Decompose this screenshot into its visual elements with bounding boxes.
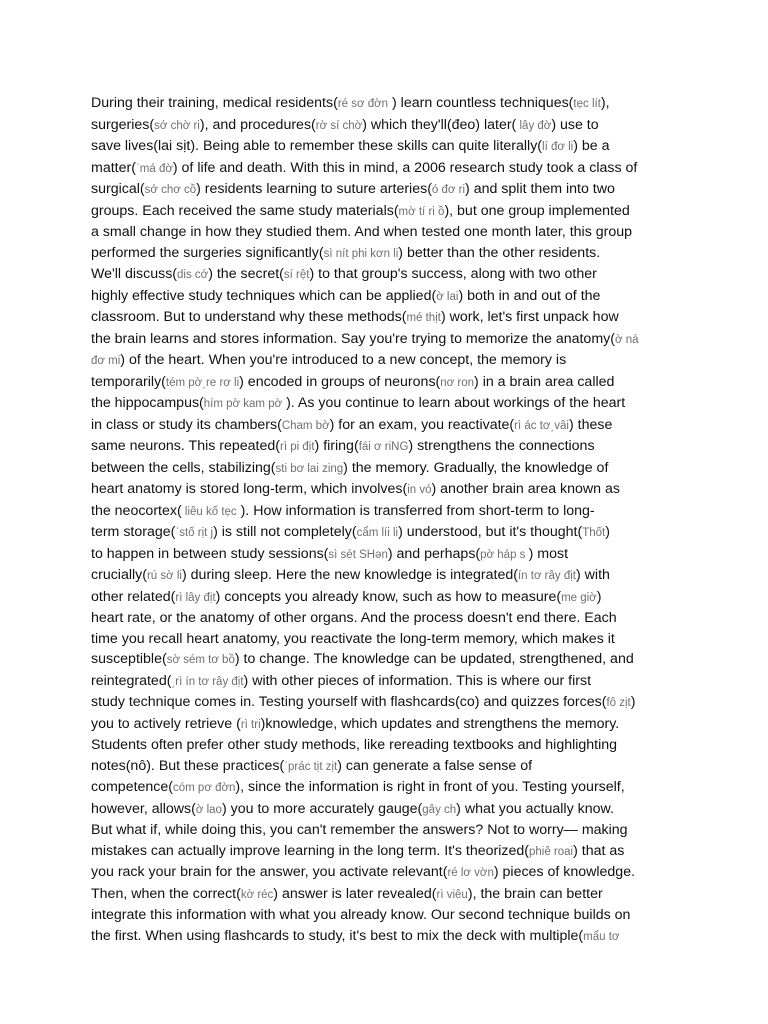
text-segment: between the cells, stabilizing( (91, 459, 276, 476)
pronunciation-note: cóm pơ đờn (173, 782, 236, 794)
text-segment: ), (600, 95, 610, 111)
pronunciation-note: ͵rì ín tơ rây địt (171, 675, 244, 688)
text-segment: in class or study its chambers( (91, 416, 282, 433)
pronunciation-note: rì viêu (436, 888, 468, 901)
text-segment: ), since the information is right in front of you. Testing yourself, (235, 779, 625, 795)
text-segment: ) answer is later revealed( (273, 885, 437, 902)
pronunciation-note: gây ch (422, 803, 457, 816)
text-segment: ) during sleep. Here the new knowledge is integrated( (182, 567, 518, 583)
text-segment: ) the secret( (208, 266, 284, 282)
text-line (91, 179, 681, 201)
pronunciation-note: ờ lai (436, 290, 459, 303)
pronunciation-note: sì sét SHən (328, 548, 388, 561)
text-segment: ) these (568, 416, 613, 433)
text-segment: ) which they'll(đeo) later( (362, 116, 517, 133)
text-segment: ) that as (573, 842, 625, 859)
text-segment: ) concepts you already know, such as how to measure( (215, 588, 562, 605)
text-line (91, 201, 681, 223)
text-line (91, 926, 681, 948)
text-segment: the first. When using flashcards to study, it's best to mix the deck with multiple( (91, 927, 584, 944)
text-segment: ) (605, 524, 610, 540)
text-segment: susceptible( (91, 651, 167, 667)
text-line (91, 479, 681, 501)
text-segment: performed the surgeries significantly( (91, 244, 324, 261)
text-segment: ) in a brain area called (474, 373, 615, 390)
text-line (91, 458, 681, 480)
pronunciation-note: in vó (407, 484, 432, 496)
pronunciation-note: rờ sí chờ (315, 119, 363, 132)
text-segment: ) is still not completely( (213, 524, 357, 540)
text-segment: ) most (528, 545, 569, 562)
text-segment: ). As you continue to learn about workings of the heart (282, 395, 626, 411)
text-segment: reintegrated( (91, 672, 172, 689)
text-segment: to happen in between study sessions( (91, 545, 329, 562)
text-segment: term storage( (91, 524, 176, 540)
text-segment: highly effective study techniques which can be applied( (91, 287, 437, 304)
text-segment: )knowledge, which updates and strengthens the memory. (260, 715, 620, 732)
pronunciation-note: ré lơ vờn (447, 867, 494, 879)
text-segment: ) you to more accurately gauge( (221, 800, 423, 817)
text-segment: competence( (91, 779, 174, 795)
text-segment: ) residents learning to suture arteries( (196, 181, 432, 197)
pronunciation-note: sti bơ lai zing (275, 462, 344, 475)
pronunciation-note: mé thịt (406, 312, 441, 324)
text-segment: During their training, medical residents( (91, 95, 338, 111)
text-segment: ) encoded in groups of neurons( (239, 373, 441, 390)
text-line (91, 307, 681, 329)
pronunciation-note: ˈmá đờ (135, 162, 173, 175)
text-segment: heart rate, or the anatomy of other organs. And the process doesn't end there. Each (91, 610, 617, 626)
text-line (91, 799, 681, 821)
text-segment: ), the brain can better (467, 885, 603, 902)
text-line (91, 714, 681, 736)
pronunciation-note: sí rệt (283, 269, 310, 281)
pronunciation-note: ó đơ ri (431, 184, 466, 196)
text-segment: integrate this information with what you already know. Our second technique builds on (91, 907, 631, 923)
text-line (91, 777, 681, 799)
text-line (91, 415, 681, 437)
pronunciation-note: rú sờ li (146, 570, 182, 582)
text-segment: the brain learns and stores information. Say you're trying to memorize the anatomy( (91, 330, 615, 347)
text-line (91, 158, 681, 180)
text-segment: Then, when the correct( (91, 885, 241, 902)
text-line (91, 608, 681, 629)
text-segment: other related( (91, 588, 176, 605)
text-segment: ), but one group implemented (444, 202, 630, 219)
pronunciation-note: lí đơ li (542, 141, 574, 153)
pronunciation-note: cẩm líi li (356, 527, 399, 539)
text-segment: ) (630, 694, 636, 710)
pronunciation-note: hím pờ kam pờ (203, 398, 283, 410)
text-segment: surgeries( (91, 116, 155, 133)
text-segment: the hippocampus( (91, 395, 204, 411)
pronunciation-note: sớ chơ cồ (144, 184, 197, 196)
pronunciation-note: ín tơ rây địt (517, 570, 577, 582)
pronunciation-note: Cham bờ (281, 419, 330, 432)
text-line (91, 115, 681, 137)
text-segment: matter( (91, 159, 136, 176)
pronunciation-note: fái ơ riNG (358, 441, 409, 453)
text-line (91, 735, 681, 756)
text-segment: crucially( (91, 567, 147, 583)
text-segment: ) firing( (314, 438, 359, 454)
text-line (91, 862, 681, 884)
text-line (91, 820, 681, 841)
text-segment: groups. Each received the same study materials( (91, 202, 399, 219)
pronunciation-note: rì lây địt (175, 591, 216, 604)
text-segment: ) to that group's success, along with two other (309, 266, 597, 282)
text-line (91, 329, 681, 351)
text-segment: ) understood, but it's thought( (398, 524, 583, 540)
pronunciation-note: tẹc lít (573, 98, 601, 110)
text-line (91, 587, 681, 609)
text-line (91, 671, 681, 693)
text-line (91, 692, 681, 714)
text-line (91, 372, 681, 394)
pronunciation-note: mờ tí ri ồ (398, 205, 445, 218)
text-segment: a small change in how they studied them. And when tested one month later, this group (91, 224, 633, 240)
text-line (91, 436, 681, 458)
text-segment: But what if, while doing this, you can't remember the answers? Not to worry— making (91, 822, 628, 838)
pronunciation-note: nơ ron (440, 376, 475, 389)
text-segment: you to actively retrieve ( (91, 715, 241, 732)
text-segment: ) (596, 588, 602, 605)
pronunciation-note: tém pờ͵re rơ li (165, 376, 240, 389)
text-segment: ) for an exam, you reactivate( (329, 416, 515, 433)
pronunciation-note: mẩu tơ (583, 930, 620, 943)
text-line (91, 501, 681, 523)
text-segment: ) learn countless techniques( (388, 95, 574, 111)
text-segment: ) use to (551, 116, 599, 133)
text-segment: ) with other pieces of information. This is where our first (243, 672, 592, 689)
text-segment: ) pieces of knowledge. (493, 864, 636, 880)
text-segment: ) to change. The knowledge can be updated, strengthened, and (234, 651, 634, 667)
text-segment: classroom. But to understand why these methods( (91, 309, 407, 325)
text-segment: ) and perhaps( (387, 545, 481, 562)
text-line (91, 522, 681, 544)
text-line (91, 286, 681, 308)
text-line (91, 350, 681, 372)
pronunciation-note: lây đờ (516, 119, 552, 132)
pronunciation-note: đơ mi (91, 355, 121, 367)
pronunciation-note: rì ác tơ͵vâi (514, 419, 569, 432)
text-line (91, 629, 681, 650)
pronunciation-note: me giờ (561, 591, 597, 604)
text-line (91, 264, 681, 286)
text-line (91, 905, 681, 926)
text-line (91, 136, 681, 158)
text-line (91, 393, 681, 415)
text-segment: ) work, let's first unpack how (440, 309, 619, 325)
pronunciation-note: ờ lao (195, 803, 222, 816)
text-segment: temporarily( (91, 373, 166, 390)
text-line (91, 222, 681, 243)
text-segment: ) another brain area known as (431, 481, 620, 497)
text-segment: study technique comes in. Testing yourself with flashcards(co) and quizzes forces( (91, 694, 607, 710)
text-segment: same neurons. This repeated( (91, 438, 281, 454)
text-line (91, 93, 681, 115)
pronunciation-note: fô zịt (606, 697, 631, 709)
text-segment: ) the memory. Gradually, the knowledge of (343, 459, 609, 476)
text-segment: ) can generate a false sense of (337, 757, 533, 774)
pronunciation-note: ré sơ đờn (337, 98, 389, 110)
text-segment: time you recall heart anatomy, you reactivate the long-term memory, which makes it (91, 630, 615, 647)
pronunciation-note: sờ sém tơ bồ (166, 654, 235, 666)
text-line (91, 565, 681, 587)
text-segment: notes(nô). But these practices( (91, 757, 285, 774)
pronunciation-note: kờ réc (240, 888, 274, 901)
text-segment: ) both in and out of the (458, 287, 601, 304)
text-line (91, 649, 681, 671)
text-line (91, 756, 681, 778)
pronunciation-note: pờ háp s (480, 548, 529, 561)
pronunciation-note: Thốt (582, 527, 606, 539)
text-segment: ), and procedures( (199, 116, 316, 133)
text-segment: Students often prefer other study methods, like rereading textbooks and highlighting (91, 737, 618, 753)
text-segment: the neocortex( (91, 502, 182, 519)
text-segment: ) with (576, 567, 610, 583)
text-segment: ) be a (573, 138, 610, 154)
text-segment: however, allows( (91, 800, 196, 817)
text-line (91, 243, 681, 265)
text-segment: ) strengthens the connections (408, 438, 595, 454)
text-segment: We'll discuss( (91, 266, 178, 282)
pronunciation-note: ờ ná (614, 333, 639, 346)
pronunciation-note: ˈprác tịt zịt (284, 760, 338, 773)
document-body (91, 93, 681, 947)
text-segment: you rack your brain for the answer, you activate relevant( (91, 864, 448, 880)
pronunciation-note: rì tri (240, 718, 261, 731)
text-segment: heart anatomy is stored long-term, which involves( (91, 481, 408, 497)
text-line (91, 544, 681, 566)
text-segment: save lives(lai sịt). Being able to remember these skills can quite literally( (91, 138, 543, 154)
text-segment: ). How information is transferred from short-term to long- (236, 502, 595, 519)
text-segment: ) and split them into two (465, 181, 615, 197)
pronunciation-note: ˈstố rịt j (175, 527, 214, 539)
text-segment: mistakes can actually improve learning in the long term. It's theorized( (91, 842, 529, 859)
text-segment: ) of life and death. With this in mind, a 2006 research study took a class of (172, 159, 638, 176)
text-line (91, 841, 681, 863)
pronunciation-note: liêu kố tẹc (181, 505, 237, 518)
pronunciation-note: phiê roai (529, 845, 574, 858)
text-segment: ) what you actually know. (456, 800, 614, 817)
pronunciation-note: dis cớ (177, 269, 209, 281)
pronunciation-note: rì pi địt (280, 441, 315, 453)
pronunciation-note: sớ chờ ri (154, 119, 200, 132)
text-segment: ) of the heart. When you're introduced to a new concept, the memory is (120, 352, 567, 368)
text-segment: surgical( (91, 181, 145, 197)
text-line (91, 884, 681, 906)
text-segment: ) better than the other residents. (398, 244, 601, 261)
pronunciation-note: sì nít phi kơn li (323, 247, 399, 260)
